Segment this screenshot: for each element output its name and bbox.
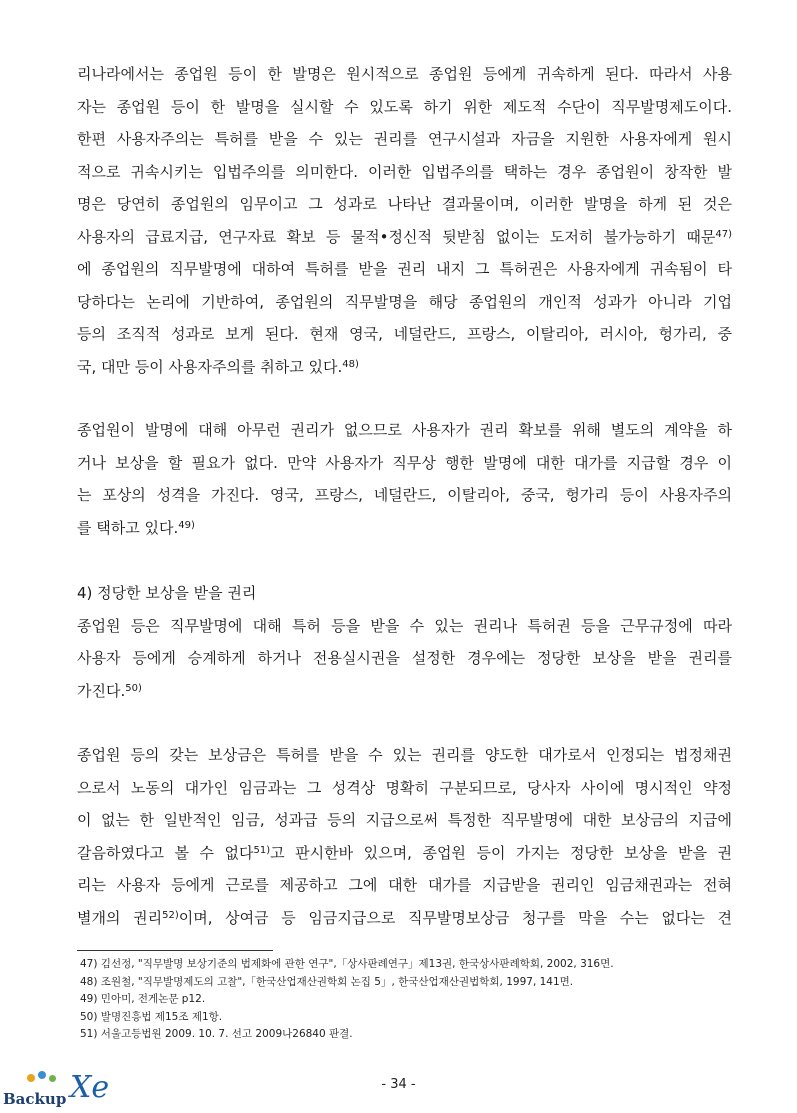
text-line: 거나 보상을 할 필요가 없다. 만약 사용자가 직무상 행한 발명에 대한 대가를 지급할 경우 이 bbox=[77, 453, 732, 472]
footnote-ref[interactable]: 48) bbox=[342, 358, 359, 370]
text-line: 당하다는 논리에 기반하여, 종업원의 직무발명을 해당 종업원의 개인적 성과가 아니라 기업 bbox=[77, 292, 732, 311]
footnote-50: 50) 발명진흥법 제15조 제1항. bbox=[80, 1010, 223, 1023]
footnote-47: 47) 김선정, "직무발명 보상기준의 법제화에 관한 연구",「상사판례연구」제13권, 한국상사판례학회, 2002, 316면. bbox=[80, 958, 614, 970]
footnote-ref[interactable]: 49) bbox=[178, 519, 195, 531]
text-line bbox=[77, 902, 732, 935]
text-span: 사용자의 급료지급, 연구자료 확보 등 물적•정신적 뒷받침 없이는 도저히 불가능하기 때문 bbox=[77, 227, 716, 246]
text-line: 에 종업원의 직무발명에 대하여 특허를 받을 권리 내지 그 특허권은 사용자에게 귀속됨이 타 bbox=[77, 260, 732, 278]
text-span: 이며, 상여금 등 임금지급으로 직무발명보상금 청구를 막을 수는 없다는 견 bbox=[178, 908, 732, 927]
footnote-divider bbox=[77, 950, 273, 951]
text-line: 이 없는 한 일반적인 임금, 성과급 등의 지급으로써 특정한 직무발명에 대한 보상금의 지급에 bbox=[77, 811, 732, 829]
text-line: 종업원 등의 갖는 보상금은 특허를 받을 수 있는 권리를 양도한 대가로서 인정되는 법정채권 bbox=[77, 746, 732, 764]
logo-dot-icon bbox=[49, 1075, 56, 1082]
text-span: 갈음하였다고 볼 수 없다 bbox=[77, 843, 254, 862]
watermark-text-xe: Xe bbox=[70, 1070, 110, 1105]
text-line: 종업원 등은 직무발명에 대해 특허 등을 받을 수 있는 권리나 특허권 등을 근무규정에 따라 bbox=[77, 616, 732, 635]
text-span: 별개의 권리 bbox=[77, 908, 163, 927]
backupxe-watermark-logo bbox=[0, 1070, 130, 1113]
footnote-48: 48) 조원철, "직무발명제도의 고찰",「한국산업재산권학회 논집 5」, 한국산업재산권법학회, 1997, 141면. bbox=[80, 975, 574, 988]
text-line: 한편 사용자주의는 특허를 받을 수 있는 권리를 연구시설과 자금을 지원한 사용자에게 원시 bbox=[77, 130, 732, 148]
section-heading: 4) 정당한 보상을 받을 권리 bbox=[77, 584, 257, 602]
footnote-ref[interactable]: 47) bbox=[715, 228, 732, 240]
text-span: 고 판시한바 있으며, 종업원 등이 가지는 정당한 보상을 받을 권 bbox=[270, 843, 732, 862]
text-line: 명은 당연히 종업원의 임무이고 그 성과로 나타난 결과물이며, 이러한 발명을 하게 된 것은 bbox=[77, 195, 732, 213]
text-line bbox=[77, 221, 732, 254]
footnote-ref[interactable]: 51) bbox=[253, 844, 271, 856]
paragraph-compensation-nature bbox=[77, 739, 732, 934]
text-line bbox=[77, 512, 732, 545]
section-fair-compensation bbox=[77, 577, 732, 707]
text-line: 는 포상의 성격을 가진다. 영국, 프랑스, 네덜란드, 이탈리아, 중국, 헝가리 등이 사용자주의 bbox=[77, 486, 732, 504]
text-span: 국, 대만 등이 사용자주의를 취하고 있다. bbox=[77, 357, 343, 376]
text-line bbox=[77, 675, 732, 708]
text-line: 자는 종업원 등이 한 발명을 실시할 수 있도록 하기 위한 제도적 수단이 직무발명제도이다. bbox=[77, 97, 732, 116]
paragraph-user-principle bbox=[77, 58, 732, 383]
text-span: 를 택하고 있다. bbox=[77, 518, 179, 537]
text-line: 으로서 노동의 대가인 임금과는 그 성격상 명확히 구분되므로, 당사자 사이에 명시적인 약정 bbox=[77, 778, 732, 797]
footnote-ref[interactable]: 52) bbox=[162, 909, 179, 921]
text-line: 등의 조직적 성과로 보게 된다. 현재 영국, 네덜란드, 프랑스, 이탈리아, 러시아, 헝가리, 중 bbox=[77, 325, 732, 343]
footnotes bbox=[80, 956, 740, 1044]
logo-dot-icon bbox=[38, 1071, 46, 1079]
text-line bbox=[77, 351, 732, 384]
paragraph-no-rights bbox=[77, 414, 732, 544]
footnote-49: 49) 민아미, 전게논문 p12. bbox=[80, 993, 206, 1006]
text-line: 종업원이 발명에 대해 아무런 권리가 없으므로 사용자가 권리 확보를 위해 별도의 계약을 하 bbox=[77, 421, 732, 439]
page-number: - 34 - bbox=[381, 1077, 416, 1092]
footnote-51: 51) 서울고등법원 2009. 10. 7. 선고 2009나26840 판결. bbox=[80, 1028, 353, 1041]
text-line: 적으로 귀속시키는 입법주의를 의미한다. 이러한 입법주의를 택하는 경우 종업원이 창작한 발 bbox=[77, 162, 732, 181]
text-line: 리는 사용자 등에게 근로를 제공하고 그에 대한 대가를 지급받을 권리인 임금채권과는 전혀 bbox=[77, 876, 732, 894]
footnote-ref[interactable]: 50) bbox=[125, 682, 142, 694]
text-line bbox=[77, 837, 732, 870]
text-line: 리나라에서는 종업원 등이 한 발명은 원시적으로 종업원 등에게 귀속하게 된다. 따라서 사용 bbox=[77, 65, 732, 83]
text-line: 사용자 등에게 승계하게 하거나 전용실시권을 설정한 경우에는 정당한 보상을 받을 권리를 bbox=[77, 649, 732, 667]
watermark-text-backup: Backup bbox=[3, 1090, 67, 1108]
logo-dot-icon bbox=[27, 1074, 35, 1082]
text-span: 가진다. bbox=[77, 681, 126, 700]
